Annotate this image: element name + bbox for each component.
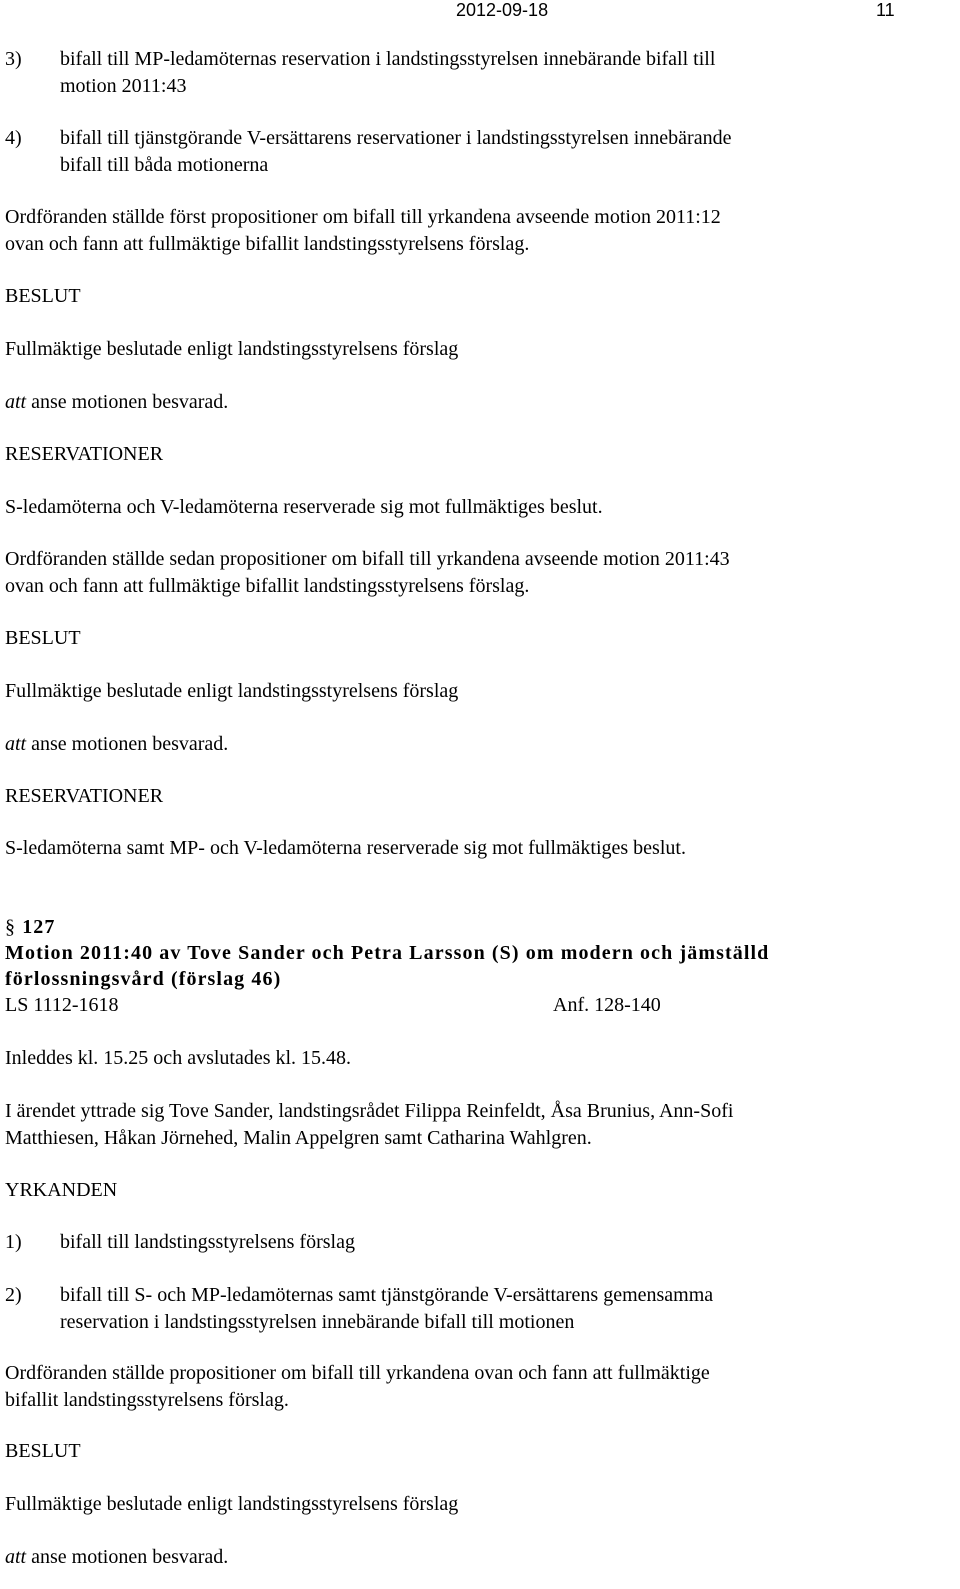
paragraph-line: Matthiesen, Håkan Jörnehed, Malin Appelgren samt Catharina Wahlgren. [5, 1127, 592, 1149]
section-ref-row [5, 992, 950, 1019]
list-item-3 [5, 46, 950, 100]
heading-beslut-2: BESLUT [5, 627, 81, 649]
page-number: 11 [876, 0, 895, 20]
section-number [5, 914, 950, 940]
header-date: 2012-09-18 [456, 0, 549, 20]
yrkande-item-2 [5, 1282, 950, 1336]
section-title-line1: Motion 2011:40 av Tove Sander och Petra Larsson (S) om modern och jämställd [5, 942, 770, 964]
list-number: 3) [5, 48, 22, 70]
beslut-text-1: Fullmäktige beslutade enligt landstingsstyrelsens förslag [5, 338, 459, 360]
paragraph-line: bifallit landstingsstyrelsens förslag. [5, 1389, 289, 1411]
section-num: 127 [16, 916, 56, 938]
paragraph-line: Ordföranden ställde sedan propositioner om bifall till yrkandena avseende motion 2011:43 [5, 548, 730, 570]
beslut-att-2 [5, 731, 950, 758]
inledning-text: Inleddes kl. 15.25 och avslutades kl. 15.48. [5, 1047, 352, 1069]
paragraph-proposition-1 [5, 204, 950, 258]
yrkande-item-1 [5, 1229, 950, 1256]
att-text: anse motionen besvarad. [26, 1546, 229, 1568]
att-word: att [5, 391, 27, 413]
beslut-att-1 [5, 389, 950, 416]
paragraph-proposition-3 [5, 1360, 950, 1414]
section-title-line2: förlossningsvård (förslag 46) [5, 968, 282, 990]
list-text: bifall till MP-ledamöternas reservation i landstingsstyrelsen innebärande bifall till [60, 48, 716, 70]
anf-number: Anf. 128-140 [553, 994, 661, 1016]
heading-beslut-1: BESLUT [5, 285, 81, 307]
beslut-text-2: Fullmäktige beslutade enligt landstingsstyrelsens förslag [5, 680, 459, 702]
heading-yrkanden: YRKANDEN [5, 1179, 118, 1201]
paragraph-line: ovan och fann att fullmäktige bifallit landstingsstyrelsens förslag. [5, 575, 530, 597]
paragraph-line: I ärendet yttrade sig Tove Sander, landstingsrådet Filippa Reinfeldt, Åsa Brunius, Ann-Sofi [5, 1100, 734, 1122]
beslut-att-3 [5, 1544, 950, 1571]
heading-reservationer-2: RESERVATIONER [5, 785, 164, 807]
reservation-text-1: S-ledamöterna och V-ledamöterna reserverade sig mot fullmäktiges beslut. [5, 496, 603, 518]
yttrade-paragraph [5, 1098, 950, 1152]
list-number: 4) [5, 127, 22, 149]
section-127 [5, 914, 950, 992]
reservation-text-2: S-ledamöterna samt MP- och V-ledamöterna reserverade sig mot fullmäktiges beslut. [5, 837, 686, 859]
att-text: anse motionen besvarad. [26, 391, 229, 413]
list-number: 1) [5, 1231, 22, 1253]
list-text-cont: motion 2011:43 [60, 75, 187, 97]
list-text-cont: bifall till båda motionerna [60, 154, 269, 176]
list-text: bifall till tjänstgörande V-ersättarens reservationer i landstingsstyrelsen innebärande [60, 127, 732, 149]
heading-reservationer-1: RESERVATIONER [5, 443, 164, 465]
paragraph-line: Ordföranden ställde propositioner om bifall till yrkandena ovan och fann att fullmäktige [5, 1362, 710, 1384]
section-sign: § [5, 916, 17, 938]
att-word: att [5, 733, 27, 755]
paragraph-line: ovan och fann att fullmäktige bifallit landstingsstyrelsens förslag. [5, 233, 530, 255]
beslut-text-3: Fullmäktige beslutade enligt landstingsstyrelsens förslag [5, 1493, 459, 1515]
att-text: anse motionen besvarad. [26, 733, 229, 755]
list-text-cont: reservation i landstingsstyrelsen innebärande bifall till motionen [60, 1311, 575, 1333]
paragraph-proposition-2 [5, 546, 950, 600]
list-item-4 [5, 125, 950, 179]
list-number: 2) [5, 1284, 22, 1306]
list-text: bifall till S- och MP-ledamöternas samt tjänstgörande V-ersättarens gemensamma [60, 1284, 714, 1306]
list-text: bifall till landstingsstyrelsens förslag [60, 1231, 355, 1253]
heading-beslut-3: BESLUT [5, 1440, 81, 1462]
paragraph-line: Ordföranden ställde först propositioner om bifall till yrkandena avseende motion 2011:12 [5, 206, 721, 228]
att-word: att [5, 1546, 27, 1568]
ls-number: LS 1112-1618 [5, 994, 119, 1016]
